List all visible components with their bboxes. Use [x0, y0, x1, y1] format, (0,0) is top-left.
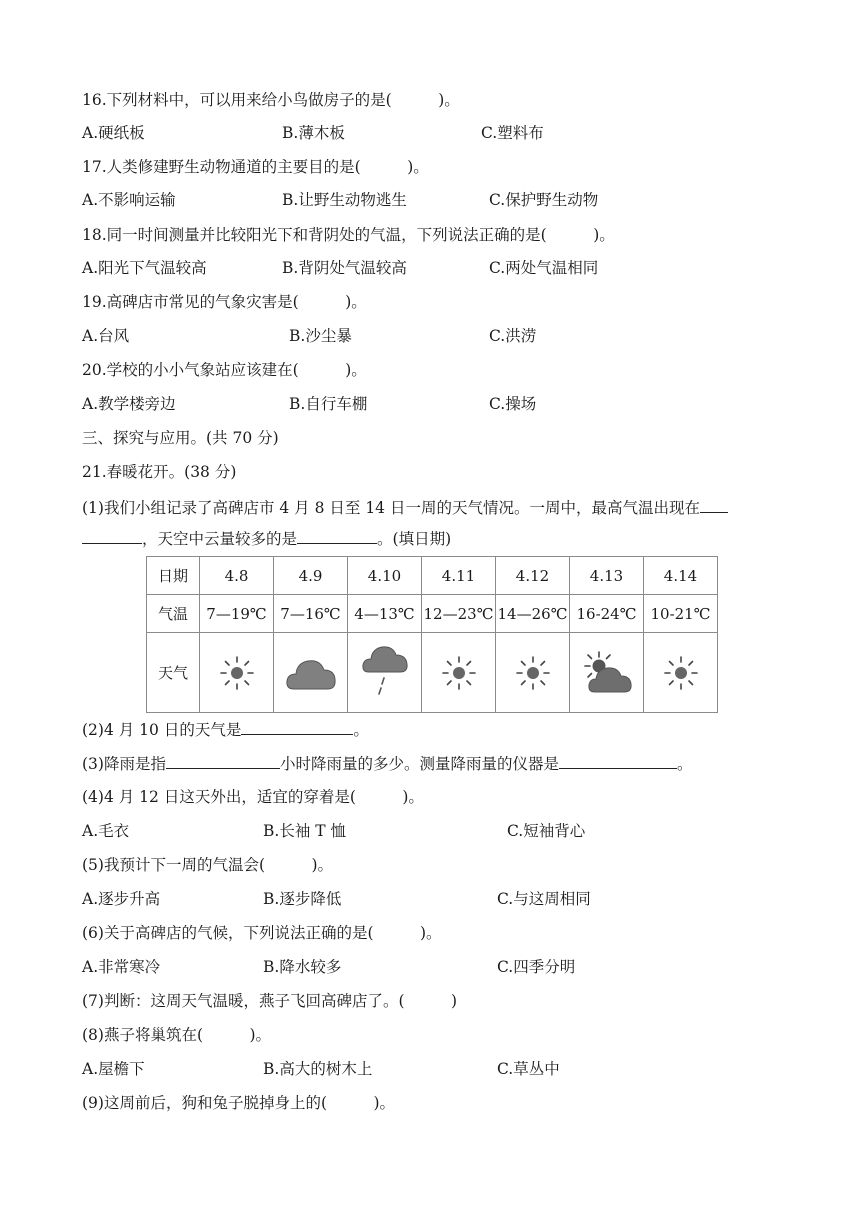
q21-p8-option-b[interactable]: B.高大的树木上 [263, 1060, 373, 1078]
date-label: 日期 [147, 557, 200, 595]
cloud-rain-icon [360, 642, 410, 704]
temperature-label: 气温 [147, 595, 200, 633]
q21-p3-text-a: (3)降雨是指 [82, 755, 166, 773]
q21-p4-option-c[interactable]: C.短袖背心 [507, 822, 586, 840]
weather-table [146, 556, 718, 713]
q21-p6-option-b[interactable]: B.降水较多 [263, 958, 342, 976]
sun-behind-cloud-icon [579, 650, 635, 696]
weather-cell [200, 633, 274, 713]
weather-cell [422, 633, 496, 713]
q19-stem: 19.高碑店市常见的气象灾害是( )。 [82, 293, 367, 311]
q21-p1-end: 。(填日期) [377, 530, 452, 548]
q21-title: 21.春暖花开。(38 分) [82, 463, 237, 481]
q17-option-a[interactable]: A.不影响运输 [82, 191, 176, 209]
q16-option-b[interactable]: B.薄木板 [282, 124, 345, 142]
q21-p1-line1 [82, 496, 728, 519]
temperature-row [147, 595, 718, 633]
q21-p6-stem: (6)关于高碑店的气候，下列说法正确的是( )。 [82, 924, 442, 942]
q21-p5-stem: (5)我预计下一周的气温会( )。 [82, 856, 334, 874]
answer-blank[interactable] [700, 496, 728, 513]
weather-cell [348, 633, 422, 713]
q21-p8-option-a[interactable]: A.屋檐下 [82, 1060, 145, 1078]
q19-option-c[interactable]: C.洪涝 [489, 327, 537, 345]
temperature-cell: 14—26℃ [496, 595, 570, 633]
q21-p7: (7)判断：这周天气温暖，燕子飞回高碑店了。( ) [82, 992, 458, 1010]
temperature-cell: 16-24℃ [570, 595, 644, 633]
q21-p2-text: (2)4 月 10 日的天气是 [82, 721, 242, 739]
q17-option-b[interactable]: B.让野生动物逃生 [282, 191, 407, 209]
weather-cell [570, 633, 644, 713]
q21-p5-option-a[interactable]: A.逐步升高 [82, 890, 161, 908]
q21-p4-stem: (4)4 月 12 日这天外出，适宜的穿着是( )。 [82, 788, 424, 806]
sun-icon [439, 653, 479, 693]
q21-p1-text: (1)我们小组记录了高碑店市 4 月 8 日至 14 日一周的天气情况。一周中，最高气温出现在 [82, 499, 700, 517]
q19-option-b[interactable]: B.沙尘暴 [289, 327, 352, 345]
weather-cell [644, 633, 718, 713]
q16-stem: 16.下列材料中，可以用来给小鸟做房子的是( )。 [82, 91, 460, 109]
temperature-cell: 4—13℃ [348, 595, 422, 633]
q21-p3 [82, 752, 693, 775]
date-cell: 4.12 [496, 557, 570, 595]
temperature-cell: 12—23℃ [422, 595, 496, 633]
q18-stem: 18.同一时间测量并比较阳光下和背阴处的气温，下列说法正确的是( )。 [82, 226, 615, 244]
date-cell: 4.9 [274, 557, 348, 595]
answer-blank[interactable] [166, 752, 280, 769]
temperature-cell: 7—19℃ [200, 595, 274, 633]
q21-p5-option-b[interactable]: B.逐步降低 [263, 890, 342, 908]
weather-cell [274, 633, 348, 713]
q21-p8-option-c[interactable]: C.草丛中 [497, 1060, 560, 1078]
answer-blank[interactable] [559, 752, 677, 769]
weather-cell [496, 633, 570, 713]
q21-p5-option-c[interactable]: C.与这周相同 [497, 890, 591, 908]
date-cell: 4.10 [348, 557, 422, 595]
q17-option-c[interactable]: C.保护野生动物 [489, 191, 599, 209]
q21-p2-end: 。 [353, 721, 369, 739]
section-heading: 三、探究与应用。(共 70 分) [82, 429, 279, 447]
q21-p6-option-c[interactable]: C.四季分明 [497, 958, 576, 976]
q18-option-c[interactable]: C.两处气温相同 [489, 259, 599, 277]
date-row [147, 557, 718, 595]
q21-p3-text-b: 小时降雨量的多少。测量降雨量的仪器是 [279, 755, 559, 773]
q20-stem: 20.学校的小小气象站应该建在( )。 [82, 361, 367, 379]
answer-blank[interactable] [241, 718, 353, 735]
cloud-icon [284, 651, 338, 695]
q20-option-b[interactable]: B.自行车棚 [289, 395, 368, 413]
q21-p3-end: 。 [676, 755, 693, 773]
temperature-cell: 7—16℃ [274, 595, 348, 633]
q16-option-a[interactable]: A.硬纸板 [82, 124, 145, 142]
q18-option-a[interactable]: A.阳光下气温较高 [82, 259, 207, 277]
date-cell: 4.11 [422, 557, 496, 595]
answer-blank[interactable] [82, 527, 142, 544]
date-cell: 4.14 [644, 557, 718, 595]
date-cell: 4.8 [200, 557, 274, 595]
temperature-cell: 10-21℃ [644, 595, 718, 633]
q18-option-b[interactable]: B.背阴处气温较高 [282, 259, 407, 277]
q21-p2 [82, 718, 369, 741]
q21-p4-option-a[interactable]: A.毛衣 [82, 822, 130, 840]
answer-blank[interactable] [297, 527, 377, 544]
weather-label: 天气 [147, 633, 200, 713]
sun-icon [217, 653, 257, 693]
q21-p9: (9)这周前后，狗和兔子脱掉身上的( )。 [82, 1094, 396, 1112]
q21-p6-option-a[interactable]: A.非常寒冷 [82, 958, 161, 976]
q21-p4-option-b[interactable]: B.长袖 T 恤 [263, 822, 347, 840]
q21-p8-stem: (8)燕子将巢筑在( )。 [82, 1026, 272, 1044]
q20-option-a[interactable]: A.教学楼旁边 [82, 395, 176, 413]
q17-stem: 17.人类修建野生动物通道的主要目的是( )。 [82, 158, 429, 176]
q21-p1-mid: ，天空中云量较多的是 [142, 530, 298, 548]
date-cell: 4.13 [570, 557, 644, 595]
q16-option-c[interactable]: C.塑料布 [481, 124, 544, 142]
q20-option-c[interactable]: C.操场 [489, 395, 537, 413]
sun-icon [661, 653, 701, 693]
sun-icon [513, 653, 553, 693]
q21-p1-line2 [82, 527, 451, 550]
q19-option-a[interactable]: A.台风 [82, 327, 130, 345]
weather-row [147, 633, 718, 713]
